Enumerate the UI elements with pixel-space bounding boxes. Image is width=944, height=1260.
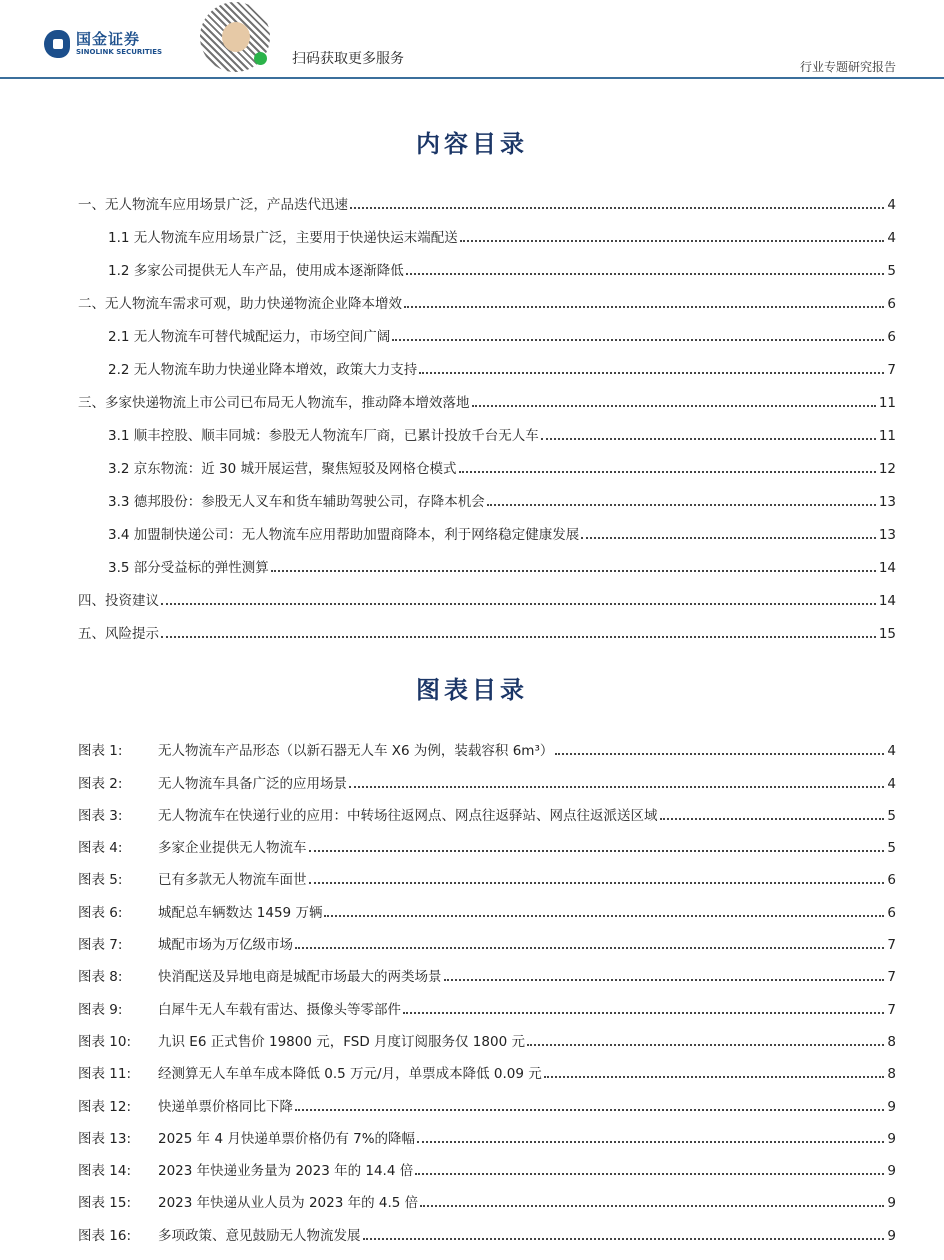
dot-leader xyxy=(555,753,884,755)
toc-entry-label: 3.4 加盟制快递公司：无人物流车应用帮助加盟商降本，利于网络稳定健康发展 xyxy=(108,527,580,543)
dot-leader xyxy=(295,947,884,949)
figure-entry-page: 9 xyxy=(887,1163,896,1180)
toc-entry-page: 13 xyxy=(878,494,896,510)
dot-leader xyxy=(403,1012,884,1014)
figure-entry[interactable] xyxy=(78,856,896,888)
figure-entry-prefix: 图表 13: xyxy=(78,1130,132,1147)
figure-entry-page: 7 xyxy=(887,969,896,986)
logo-icon xyxy=(44,30,70,58)
list-of-figures xyxy=(78,727,896,1244)
report-type: 行业专题研究报告 xyxy=(799,60,896,74)
figure-entry[interactable] xyxy=(78,921,896,953)
figure-entry[interactable] xyxy=(78,1050,896,1082)
figure-entry-page: 9 xyxy=(887,1227,896,1244)
figure-entry-prefix: 图表 5: xyxy=(78,872,123,889)
toc-entry-page: 5 xyxy=(887,263,896,279)
toc-entry-label: 3.1 顺丰控股、顺丰同城：参股无人物流车厂商，已累计投放千台无人车 xyxy=(108,428,539,444)
toc-entry[interactable] xyxy=(78,378,896,411)
toc-entry[interactable] xyxy=(78,180,896,213)
figure-entry-prefix: 图表 2: xyxy=(78,775,123,792)
figure-entry[interactable] xyxy=(78,985,896,1017)
dot-leader xyxy=(444,979,885,981)
figure-entry-label: 多家企业提供无人物流车 xyxy=(158,840,307,857)
figure-entry-prefix: 图表 6: xyxy=(78,904,123,921)
figure-entry-page: 8 xyxy=(887,1066,896,1083)
toc-entry-label: 一、无人物流车应用场景广泛，产品迭代迅速 xyxy=(78,197,348,213)
figure-entry-prefix: 图表 7: xyxy=(78,937,123,954)
dot-leader xyxy=(415,1173,884,1175)
figure-entry[interactable] xyxy=(78,1147,896,1179)
figure-entry-prefix: 图表 1: xyxy=(78,743,123,760)
figure-entry[interactable] xyxy=(78,1018,896,1050)
toc-entry[interactable] xyxy=(78,510,896,543)
dot-leader xyxy=(392,339,884,341)
figure-entry-label: 九识 E6 正式售价 19800 元，FSD 月度订阅服务仅 1800 元 xyxy=(158,1033,525,1050)
figure-entry[interactable] xyxy=(78,953,896,985)
figure-entry[interactable] xyxy=(78,1115,896,1147)
mini-program-icon xyxy=(254,52,267,65)
toc-entry-page: 15 xyxy=(878,626,896,642)
figure-entry[interactable] xyxy=(78,1082,896,1114)
toc-entry[interactable] xyxy=(78,576,896,609)
figure-entry-page: 9 xyxy=(887,1098,896,1115)
sinolink-logo xyxy=(44,30,162,58)
toc-entry-label: 3.5 部分受益标的弹性测算 xyxy=(108,560,269,576)
dot-leader xyxy=(324,915,884,917)
figure-entry-prefix: 图表 11: xyxy=(78,1066,132,1083)
header-divider xyxy=(0,77,944,79)
figure-entry-label: 已有多款无人物流车面世 xyxy=(158,872,307,889)
toc-entry[interactable] xyxy=(78,543,896,576)
toc-entry-page: 12 xyxy=(878,461,896,477)
logo-en: SINOLINK SECURITIES xyxy=(76,48,163,56)
figure-entry-page: 9 xyxy=(887,1130,896,1147)
toc-entry-page: 14 xyxy=(878,560,896,576)
figure-entry-label: 2025 年 4 月快递单票价格仍有 7%的降幅 xyxy=(158,1130,416,1147)
figure-entry-page: 9 xyxy=(887,1195,896,1212)
dot-leader xyxy=(472,405,876,407)
dot-leader xyxy=(460,240,885,242)
figure-entry-prefix: 图表 9: xyxy=(78,1001,123,1018)
toc-entry[interactable] xyxy=(78,279,896,312)
figure-entry-page: 7 xyxy=(887,937,896,954)
logo-cn: 国金证券 xyxy=(76,30,141,48)
toc-entry-page: 11 xyxy=(878,395,896,411)
dot-leader xyxy=(487,504,876,506)
toc-entry-label: 四、投资建议 xyxy=(78,593,159,609)
toc-entry-page: 4 xyxy=(887,230,896,246)
figure-entry[interactable] xyxy=(78,1179,896,1211)
dot-leader xyxy=(660,818,885,820)
dot-leader xyxy=(420,1205,884,1207)
figure-entry-label: 快递单票价格同比下降 xyxy=(158,1098,293,1115)
toc-entry-label: 3.3 德邦股份：参股无人叉车和货车辅助驾驶公司，存降本机会 xyxy=(108,494,485,510)
figure-entry-prefix: 图表 15: xyxy=(78,1195,132,1212)
toc-entry-page: 7 xyxy=(887,362,896,378)
dot-leader xyxy=(459,471,876,473)
figure-entry-label: 无人物流车在快递行业的应用：中转场往返网点、网点往返驿站、网点往返派送区域 xyxy=(158,807,658,824)
toc-entry-label: 三、多家快递物流上市公司已布局无人物流车，推动降本增效落地 xyxy=(78,395,470,411)
toc-title: 内容目录 xyxy=(416,129,528,158)
dot-leader xyxy=(309,850,885,852)
figure-entry-prefix: 图表 4: xyxy=(78,840,123,857)
figure-entry[interactable] xyxy=(78,792,896,824)
toc-entry[interactable] xyxy=(78,246,896,279)
figure-entry-label: 2023 年快递从业人员为 2023 年的 4.5 倍 xyxy=(158,1195,419,1212)
figure-entry-page: 4 xyxy=(887,775,896,792)
toc-entry-label: 五、风险提示 xyxy=(78,626,159,642)
dot-leader xyxy=(544,1076,885,1078)
toc-entry[interactable] xyxy=(78,609,896,642)
toc-entry[interactable] xyxy=(78,345,896,378)
dot-leader xyxy=(363,1238,885,1240)
toc-entry-label: 二、无人物流车需求可观，助力快递物流企业降本增效 xyxy=(78,296,402,312)
toc-entry-page: 6 xyxy=(887,329,896,345)
figure-entry[interactable] xyxy=(78,727,896,759)
dot-leader xyxy=(404,306,884,308)
toc-entry-page: 14 xyxy=(878,593,896,609)
dot-leader xyxy=(527,1044,884,1046)
toc-entry[interactable] xyxy=(78,444,896,477)
dot-leader xyxy=(541,438,876,440)
figure-entry-label: 白犀牛无人车载有雷达、摄像头等零部件 xyxy=(158,1001,401,1018)
figure-entry-label: 2023 年快递业务量为 2023 年的 14.4 倍 xyxy=(158,1163,414,1180)
figure-entry-prefix: 图表 16: xyxy=(78,1227,132,1244)
toc-entry-label: 3.2 京东物流：近 30 城开展运营，聚焦短驳及网格仓模式 xyxy=(108,461,457,477)
toc-entry-page: 4 xyxy=(887,197,896,213)
figure-entry-label: 无人物流车产品形态（以新石器无人车 X6 为例，装载容积 6m³） xyxy=(158,743,554,760)
figure-entry[interactable] xyxy=(78,888,896,920)
dot-leader xyxy=(349,786,884,788)
figure-entry-label: 经测算无人车单车成本降低 0.5 万元/月，单票成本降低 0.09 元 xyxy=(158,1066,542,1083)
dot-leader xyxy=(419,372,884,374)
toc-entry-page: 13 xyxy=(878,527,896,543)
toc-entry-label: 2.2 无人物流车助力快递业降本增效，政策大力支持 xyxy=(108,362,418,378)
figure-entry[interactable] xyxy=(78,759,896,791)
toc-entry-page: 11 xyxy=(878,428,896,444)
table-of-contents xyxy=(78,180,896,642)
figure-entry-label: 城配市场为万亿级市场 xyxy=(158,937,293,954)
dot-leader xyxy=(271,570,876,572)
figure-entry-prefix: 图表 14: xyxy=(78,1163,132,1180)
figure-entry-prefix: 图表 10: xyxy=(78,1033,132,1050)
figure-entry-page: 5 xyxy=(887,840,896,857)
dot-leader xyxy=(309,882,885,884)
toc-entry-label: 1.1 无人物流车应用场景广泛，主要用于快递快运末端配送 xyxy=(108,230,458,246)
figure-entry-page: 4 xyxy=(887,743,896,760)
figure-entry-page: 6 xyxy=(887,872,896,889)
dot-leader xyxy=(161,603,876,605)
toc-entry[interactable] xyxy=(78,312,896,345)
figure-entry-label: 快消配送及异地电商是城配市场最大的两类场景 xyxy=(158,969,442,986)
dot-leader xyxy=(350,207,884,209)
figure-entry-label: 多项政策、意见鼓励无人物流发展 xyxy=(158,1227,361,1244)
dot-leader xyxy=(581,537,876,539)
dot-leader xyxy=(417,1141,884,1143)
figure-entry[interactable] xyxy=(78,1211,896,1243)
figure-entry-prefix: 图表 12: xyxy=(78,1098,132,1115)
figure-entry[interactable] xyxy=(78,824,896,856)
figure-entry-page: 5 xyxy=(887,807,896,824)
toc-entry-page: 6 xyxy=(887,296,896,312)
scan-text: 扫码获取更多服务 xyxy=(292,51,404,67)
page-header xyxy=(0,0,944,80)
toc-entry[interactable] xyxy=(78,477,896,510)
figure-entry-page: 6 xyxy=(887,904,896,921)
toc-entry-label: 1.2 多家公司提供无人车产品，使用成本逐渐降低 xyxy=(108,263,404,279)
dot-leader xyxy=(295,1109,884,1111)
figure-entry-page: 7 xyxy=(887,1001,896,1018)
figure-entry-prefix: 图表 8: xyxy=(78,969,123,986)
figure-entry-label: 城配总车辆数达 1459 万辆 xyxy=(158,904,323,921)
dot-leader xyxy=(406,273,885,275)
figures-title: 图表目录 xyxy=(416,675,528,704)
figure-entry-page: 8 xyxy=(887,1033,896,1050)
dot-leader xyxy=(161,636,876,638)
toc-entry[interactable] xyxy=(78,213,896,246)
toc-entry-label: 2.1 无人物流车可替代城配运力，市场空间广阔 xyxy=(108,329,391,345)
qr-center-logo-icon xyxy=(222,22,250,52)
figure-entry-label: 无人物流车具备广泛的应用场景 xyxy=(158,775,347,792)
toc-entry[interactable] xyxy=(78,411,896,444)
figure-entry-prefix: 图表 3: xyxy=(78,807,123,824)
